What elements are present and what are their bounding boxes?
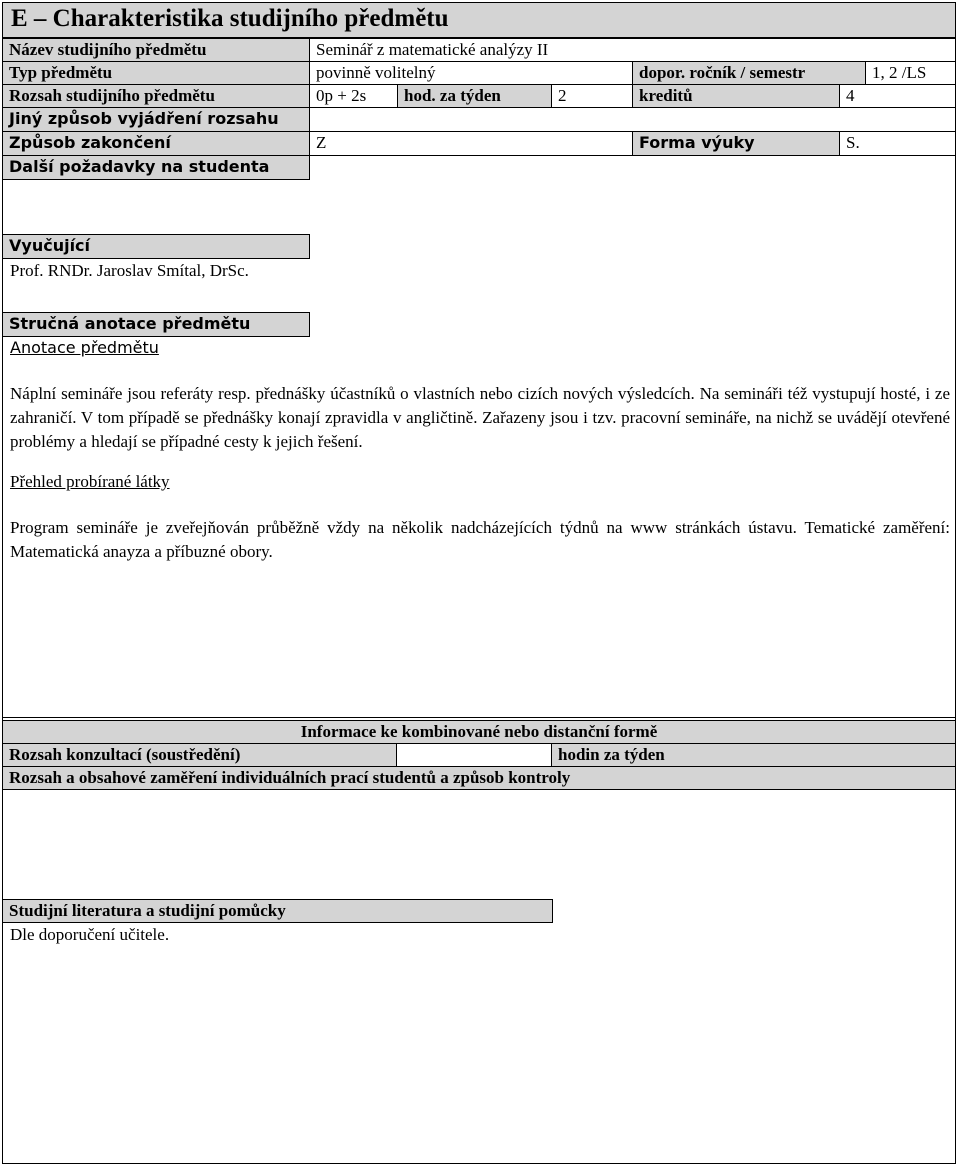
combined-form-header: Informace ke kombinované nebo distanční formě [2,720,956,744]
syllabus-text: Program semináře je zveřejňován průběžně vždy na několik nadcházejících týdnů na www stránkách ústavu. Tematické zaměření: Matematická anayza a příbuzné obory. [10,518,950,561]
literature-value: Dle doporučení učitele. [10,925,170,944]
teacher-label: Vyučující [2,234,310,259]
completion-value: Z [309,131,633,156]
course-scope-value: 0p + 2s [309,84,398,108]
credits-value: 4 [839,84,956,108]
recommended-year-value: 1, 2 /LS [865,61,956,85]
annotation-text: Náplní semináře jsou referáty resp. přednášky účastníků o vlastních nebo cizích nových výsledcích. Na semináři též vystupují hosté, i ze zahraničí. V tom případě se přednášky konají zpravidla v angličtině. Zařazeny jsou i tzv. pracovní semináře, na nichž se uvádějí otevřené problémy a hledají se případné cesty k jejich řešení. [10,384,950,451]
teaching-form-label: Forma výuky [632,131,840,156]
credits-label: kreditů [632,84,840,108]
requirements-label: Další požadavky na studenta [2,155,310,180]
annotation-sublabel: Anotace předmětu [10,338,159,357]
teaching-form-value: S. [839,131,956,156]
requirements-divider [309,155,956,156]
recommended-year-label: dopor. ročník / semestr [632,61,866,85]
course-name-label: Název studijního předmětu [2,38,310,62]
hours-per-week-value: 2 [551,84,633,108]
consultations-value [396,743,552,767]
course-type-label: Typ předmětu [2,61,310,85]
requirements-divider-left [309,155,310,180]
syllabus-label: Přehled probírané látky [10,472,170,491]
hours-per-week-label: hod. za týden [397,84,552,108]
completion-label: Způsob zakončení [2,131,310,156]
course-type-value: povinně volitelný [309,61,633,85]
consultations-label: Rozsah konzultací (soustředění) [2,743,397,767]
individual-work-label: Rozsah a obsahové zaměření individuálních prací studentů a způsob kontroly [2,766,956,790]
teacher-name: Prof. RNDr. Jaroslav Smítal, DrSc. [10,261,249,280]
literature-label: Studijní literatura a studijní pomůcky [2,899,553,923]
page-title: E – Charakteristika studijního předmětu [2,2,956,38]
annotation-label: Stručná anotace předmětu [2,312,310,337]
other-scope-label: Jiný způsob vyjádření rozsahu [2,107,310,132]
course-name-value: Seminář z matematické analýzy II [309,38,956,62]
course-scope-label: Rozsah studijního předmětu [2,84,310,108]
hours-per-week-combined-label: hodin za týden [551,743,956,767]
other-scope-value [309,107,956,132]
